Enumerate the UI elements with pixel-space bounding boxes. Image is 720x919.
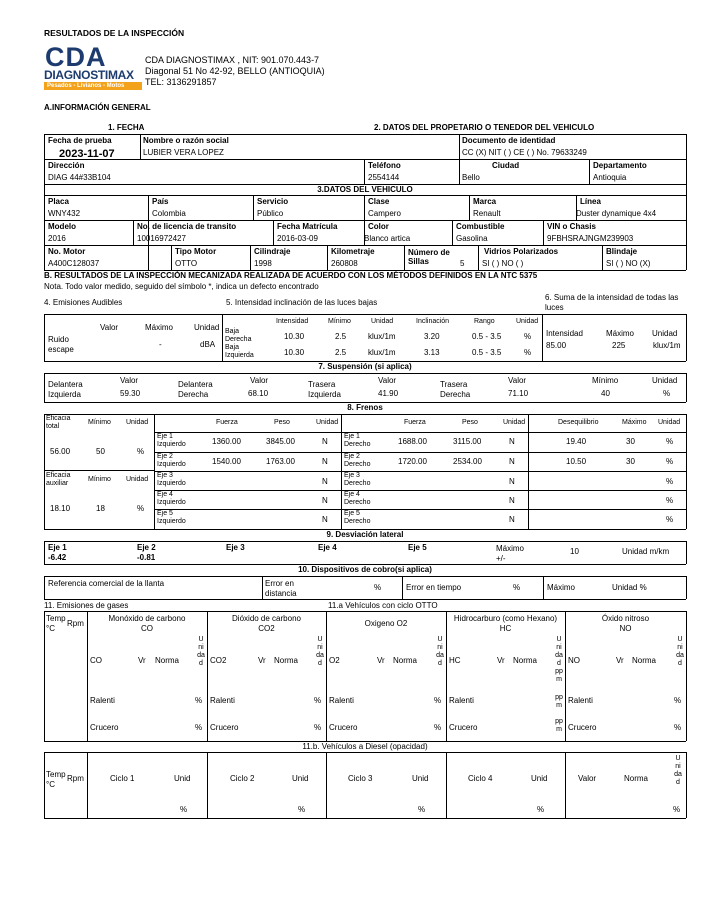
clase-label: Clase <box>368 197 390 206</box>
baja-izquierda-rango: 0.5 - 3.5 <box>472 348 502 357</box>
freno-der-2-lado: Derecho <box>344 461 371 468</box>
motor-value: A400C128037 <box>48 259 100 268</box>
suspension-unidad-value: % <box>663 389 671 398</box>
freno-der-2-eje: Eje 2 <box>344 453 360 460</box>
freno-der-5-unidad: N <box>509 515 515 524</box>
hc-ralenti-label: Ralenti <box>449 696 474 705</box>
diesel-ciclo3-header: Ciclo 3 <box>348 774 373 783</box>
co-vr-header: Vr <box>138 656 146 665</box>
desviacion-title: 9. Desviación lateral <box>326 530 404 539</box>
freno-izq-1-fuerza: 1360.00 <box>212 437 241 446</box>
o2-ralenti-label: Ralenti <box>329 696 354 705</box>
freno-der-1-fuerza: 1688.00 <box>398 437 427 446</box>
baja-izquierda-minimo: 2.5 <box>335 348 347 357</box>
freno-izq-2-fuerza: 1540.00 <box>212 457 241 466</box>
ciudad-value: Bello <box>462 173 480 182</box>
freno-izq-2-eje: Eje 2 <box>157 453 173 460</box>
hc-row-label: HC <box>449 656 461 665</box>
no-row-label: NO <box>568 656 580 665</box>
no-vr-header: Vr <box>616 656 624 665</box>
sillas-label: Número de Sillas <box>408 248 450 266</box>
trasera-izquierda-value: 41.90 <box>378 389 399 398</box>
direccion-label: Dirección <box>48 161 85 170</box>
co-crucero-label: Crucero <box>90 723 119 732</box>
cobro-unidad-label: Unidad % <box>612 583 647 592</box>
eficacia-total-value: 56.00 <box>50 447 71 456</box>
company-logo <box>44 44 144 96</box>
delantera-izquierda-valor-header: Valor <box>120 376 139 385</box>
freno-der-2-desequilibrio: 10.50 <box>566 457 587 466</box>
frenos-title: 8. Frenos <box>347 403 383 412</box>
freno-der-1-pct: % <box>666 437 674 446</box>
ciudad-label: Ciudad <box>492 161 520 170</box>
ruido-escape-label: Ruido escape <box>48 335 74 354</box>
suma-maximo-header: Máximo <box>606 329 635 338</box>
hc-crucero-unit: ppm <box>555 718 563 733</box>
freno-der-2-peso: 2534.00 <box>453 457 482 466</box>
freno-izq-4-lado: Izquierdo <box>157 499 186 506</box>
cilindraje-value: 1998 <box>254 259 272 268</box>
diesel-title: 11.b. Vehículos a Diesel (opacidad) <box>302 742 428 751</box>
cobro-error-distancia-label: Error en distancia <box>265 579 297 598</box>
trasera-izquierda-label: Trasera Izquierda <box>308 380 341 399</box>
suspension-title: 7. Suspensión (si aplica) <box>318 362 412 371</box>
desviacion-maximo-value: 10 <box>570 547 579 556</box>
co2-ralenti-unit: % <box>314 696 322 705</box>
logo-tagline: Pesados - Livianos - Motos <box>47 83 125 89</box>
desviacion-eje1-label: Eje 1 <box>48 543 67 552</box>
suma-intensidad-header: Intensidad <box>546 329 583 338</box>
freno-der-1-eje: Eje 1 <box>344 433 360 440</box>
fecha-label: Fecha de prueba <box>48 136 112 145</box>
freno-izq-1-peso: 3845.00 <box>266 437 295 446</box>
cobro-tiempo-pct: % <box>513 583 521 592</box>
no-crucero-unit: % <box>674 723 682 732</box>
blindaje-value: SI ( ) NO (X) <box>606 259 651 268</box>
blindaje-label: Blindaje <box>606 247 638 256</box>
diesel-ciclo3-pct: % <box>418 805 426 814</box>
luces-inclinacion-header: Inclinación <box>416 318 450 325</box>
freno-izq-1-eje: Eje 1 <box>157 433 173 440</box>
freno-izq-2-lado: Izquierdo <box>157 461 186 468</box>
desviacion-eje2-label: Eje 2 <box>137 543 156 552</box>
intensidad-luces-title: 5. Intensidad inclinación de las luces bajas <box>226 298 378 307</box>
hc-crucero-label: Crucero <box>449 723 478 732</box>
logo-brand-text: DIAGNOSTIMAX <box>44 68 134 82</box>
baja-izquierda-inclinacion: 3.13 <box>424 348 440 357</box>
otto-title: 11.a Vehículos con ciclo OTTO <box>328 601 438 610</box>
desviacion-eje3-label: Eje 3 <box>226 543 245 552</box>
cilindraje-label: Cilindraje <box>254 247 291 256</box>
freno-der-4-unidad: N <box>509 496 515 505</box>
baja-derecha-unidad2: % <box>524 332 532 341</box>
suspension-minimo-value: 40 <box>601 389 610 398</box>
co2-norma-header: Norma <box>274 656 299 665</box>
otto-rpm-label: Rpm <box>67 619 84 628</box>
otto-temp-label: Temp °C <box>46 614 66 633</box>
luces-unidad2-header: Unidad <box>516 318 539 325</box>
o2-vr-header: Vr <box>377 656 385 665</box>
freno-der-5-lado: Derecho <box>344 518 371 525</box>
freno-der-1-desequilibrio: 19.40 <box>566 437 587 446</box>
diesel-ciclo1-pct: % <box>180 805 188 814</box>
desviacion-unidad: Unidad m/km <box>622 547 670 556</box>
trasera-derecha-valor-header: Valor <box>508 376 527 385</box>
section-b-title: B. RESULTADOS DE LA INSPECCIÓN MECANIZADA REALIZADA DE ACUERDO CON LOS MÉTODOS DEFINIDOS EN LA NTC 5375 <box>44 271 538 280</box>
co-row-label: CO <box>90 656 102 665</box>
eficacia-auxiliar-minimo: 18 <box>96 504 105 513</box>
freno-der-5-pct: % <box>666 515 674 524</box>
co2-code: CO2 <box>258 624 275 633</box>
telefono-value: 2554144 <box>368 173 400 182</box>
freno-der-1-unidad: N <box>509 437 515 446</box>
vin-value: 9FBHSRAJNGM239903 <box>547 234 634 243</box>
co-ralenti-label: Ralenti <box>90 696 115 705</box>
diesel-ciclo2-header: Ciclo 2 <box>230 774 255 783</box>
baja-izquierda-unidad2: % <box>524 348 532 357</box>
baja-derecha-intensidad: 10.30 <box>284 332 305 341</box>
luces-minimo-header: Mínimo <box>328 318 351 325</box>
diesel-ciclo2-unid: Unid <box>292 774 309 783</box>
freno-izq-5-unidad: N <box>322 515 328 524</box>
o2-ralenti-unit: % <box>434 696 442 705</box>
o2-crucero-unit: % <box>434 723 442 732</box>
owner-title: 2. DATOS DEL PROPETARIO O TENEDOR DEL VEHICULO <box>374 123 595 132</box>
freno-der-2-unidad: N <box>509 457 515 466</box>
nombre-label: Nombre o razón social <box>143 136 229 145</box>
no-code: NO <box>619 624 632 633</box>
freno-der-3-pct: % <box>666 477 674 486</box>
no-crucero-label: Crucero <box>568 723 597 732</box>
cobro-distancia-pct: % <box>374 583 382 592</box>
servicio-label: Servicio <box>257 197 289 206</box>
vin-label: VIN o Chasis <box>547 222 596 231</box>
trasera-izquierda-valor-header: Valor <box>378 376 397 385</box>
o2-norma-header: Norma <box>393 656 418 665</box>
suma-maximo-value: 225 <box>612 341 626 350</box>
co-unidad-header: Unidad <box>197 636 205 667</box>
luces-rango-header: Rango <box>474 318 495 325</box>
hc-name: Hidrocarburo (como Hexano) <box>453 614 558 623</box>
section-b-note: Nota. Todo valor medido, seguido del símbolo *, indica un defecto encontrado <box>44 282 319 291</box>
documento-value: CC (X) NIT ( ) CE ( ) No. 79633249 <box>462 148 587 157</box>
frenos-der-unidad-header: Unidad <box>503 419 526 426</box>
fecha-matricula-label: Fecha Matrícula <box>277 222 338 231</box>
ruido-unidad: dBA <box>200 340 216 349</box>
licencia-value: 10016972427 <box>137 234 186 243</box>
baja-derecha-minimo: 2.5 <box>335 332 347 341</box>
suma-unidad-header: Unidad <box>652 329 678 338</box>
co2-name: Dióxido de carbono <box>232 614 301 623</box>
frenos-desequilibrio-header: Desequilibrio <box>558 419 599 426</box>
section-a-title: A.INFORMACIÓN GENERAL <box>44 103 151 112</box>
diesel-ciclo1-unid: Unid <box>174 774 191 783</box>
hc-ralenti-unit: ppm <box>555 694 563 709</box>
trasera-derecha-label: Trasera Derecha <box>440 380 471 399</box>
diesel-ciclo3-unid: Unid <box>412 774 429 783</box>
cobro-referencia-label: Referencia comercial de la llanta <box>48 579 165 588</box>
freno-der-1-lado: Derecho <box>344 441 371 448</box>
eficacia-auxiliar-value: 18.10 <box>50 504 71 513</box>
diesel-ciclo4-header: Ciclo 4 <box>468 774 493 783</box>
logo-cda-text: CDA <box>45 42 107 72</box>
linea-label: Línea <box>580 197 601 206</box>
delantera-izquierda-label: Delantera Izquierda <box>48 380 83 399</box>
freno-izq-5-eje: Eje 5 <box>157 510 173 517</box>
hc-unidad-header: Unidad ppm <box>555 636 563 683</box>
hc-code: HC <box>499 624 512 633</box>
no-ralenti-unit: % <box>674 696 682 705</box>
trasera-derecha-value: 71.10 <box>508 389 529 398</box>
no-ralenti-label: Ralenti <box>568 696 593 705</box>
color-label: Color <box>368 222 389 231</box>
o2-unidad-header: Unidad <box>436 636 444 667</box>
servicio-value: Público <box>257 209 284 218</box>
desviacion-maximo-label: Máximo +/- <box>496 544 525 563</box>
freno-der-1-maximo: 30 <box>626 437 635 446</box>
emisiones-audibles-title: 4. Emisiones Audibles <box>44 298 123 307</box>
nombre-value: LUBIER VERA LOPEZ <box>143 148 224 157</box>
kilometraje-label: Kilometraje <box>331 247 375 256</box>
cobro-error-tiempo-label: Error en tiempo <box>406 583 462 592</box>
freno-der-1-peso: 3115.00 <box>453 437 482 446</box>
ruido-maximo: - <box>159 340 162 349</box>
fecha-title: 1. FECHA <box>108 123 145 132</box>
no-name: Óxido nitroso <box>601 614 650 623</box>
document-title: RESULTADOS DE LA INSPECCIÓN <box>44 28 185 38</box>
eficacia-total-minimo-header: Mínimo <box>88 419 111 426</box>
baja-izquierda-intensidad: 10.30 <box>284 348 305 357</box>
pais-label: País <box>152 197 169 206</box>
color-value: Blanco artica <box>364 234 411 243</box>
co2-row-label: CO2 <box>210 656 227 665</box>
modelo-label: Modelo <box>48 222 76 231</box>
co-ralenti-unit: % <box>195 696 203 705</box>
pais-value: Colombia <box>152 209 186 218</box>
suspension-unidad-header: Unidad <box>652 376 678 385</box>
delantera-derecha-valor-header: Valor <box>250 376 269 385</box>
hc-vr-header: Vr <box>497 656 505 665</box>
cobro-title: 10. Dispositivos de cobro(si aplica) <box>298 565 432 574</box>
co-code: CO <box>141 624 153 633</box>
co2-vr-header: Vr <box>258 656 266 665</box>
eficacia-auxiliar-unidad: % <box>137 504 145 513</box>
freno-der-2-fuerza: 1720.00 <box>398 457 427 466</box>
freno-der-3-eje: Eje 3 <box>344 472 360 479</box>
suma-intensidad-title: 6. Suma de la intensidad de todas las luces <box>545 293 679 312</box>
o2-crucero-label: Crucero <box>329 723 358 732</box>
baja-derecha-rango: 0.5 - 3.5 <box>472 332 502 341</box>
diesel-valor-header: Valor <box>578 774 597 783</box>
company-phone: TEL: 3136291857 <box>145 77 217 87</box>
luces-intensidad-header: Intensidad <box>276 318 309 325</box>
no-norma-header: Norma <box>632 656 657 665</box>
freno-izq-3-unidad: N <box>322 477 328 486</box>
hc-norma-header: Norma <box>513 656 538 665</box>
freno-izq-2-peso: 1763.00 <box>266 457 295 466</box>
frenos-izq-fuerza-header: Fuerza <box>216 419 238 426</box>
freno-izq-1-unidad: N <box>322 437 328 446</box>
frenos-der-fuerza-header: Fuerza <box>404 419 426 426</box>
diesel-ciclo4-pct: % <box>537 805 545 814</box>
direccion-value: DIAG 44#33B104 <box>48 173 111 182</box>
freno-der-2-pct: % <box>666 457 674 466</box>
frenos-der-peso-header: Peso <box>462 419 478 426</box>
linea-value: Duster dynamique 4x4 <box>576 209 657 218</box>
baja-izquierda-unidad: klux/1m <box>368 348 396 357</box>
ruido-unidad-header: Unidad <box>194 323 220 332</box>
clase-value: Campero <box>368 209 401 218</box>
freno-izq-4-eje: Eje 4 <box>157 491 173 498</box>
no-unidad-header: Unidad <box>676 636 684 667</box>
co2-crucero-label: Crucero <box>210 723 239 732</box>
licencia-label: No. de licencia de transito <box>137 222 237 231</box>
tipo-motor-value: OTTO <box>175 259 198 268</box>
delantera-derecha-label: Delantera Derecha <box>178 380 213 399</box>
documento-label: Documento de identidad <box>462 136 556 145</box>
eficacia-auxiliar-minimo-header: Mínimo <box>88 476 111 483</box>
freno-der-2-maximo: 30 <box>626 457 635 466</box>
ruido-valor-header: Valor <box>100 323 119 332</box>
baja-derecha-label: Baja Derecha <box>225 328 252 343</box>
eficacia-total-unidad: % <box>137 447 145 456</box>
diesel-ciclo4-unid: Unid <box>531 774 548 783</box>
diesel-unidad-header: Unidad <box>674 755 682 786</box>
vidrios-value: SI ( ) NO ( ) <box>482 259 524 268</box>
freno-der-3-unidad: N <box>509 477 515 486</box>
co-norma-header: Norma <box>155 656 180 665</box>
freno-der-3-lado: Derecho <box>344 480 371 487</box>
baja-derecha-unidad: klux/1m <box>368 332 396 341</box>
eficacia-auxiliar-label: Eficacia auxiliar <box>46 472 71 487</box>
diesel-unidad-pct: % <box>673 805 681 814</box>
co-crucero-unit: % <box>195 723 203 732</box>
suma-unidad-value: klux/1m <box>653 341 681 350</box>
eficacia-total-unidad-header: Unidad <box>126 419 149 426</box>
suma-intensidad-value: 85.00 <box>546 341 567 350</box>
combustible-label: Combustible <box>456 222 505 231</box>
frenos-izq-peso-header: Peso <box>274 419 290 426</box>
frenos-izq-unidad-header: Unidad <box>316 419 339 426</box>
tipo-motor-label: Tipo Motor <box>175 247 217 256</box>
frenos-maximo-header: Máximo <box>622 419 647 426</box>
cobro-maximo-label: Máximo <box>547 583 576 592</box>
diesel-rpm-label: Rpm <box>67 774 84 783</box>
co2-unidad-header: Unidad <box>316 636 324 667</box>
company-address: Diagonal 51 No 42-92, BELLO (ANTIOQUIA) <box>145 66 325 76</box>
baja-izquierda-label: Baja Izquierda <box>225 344 254 359</box>
o2-name: Oxigeno O2 <box>364 619 408 628</box>
placa-label: Placa <box>48 197 69 206</box>
placa-value: WNY432 <box>48 209 81 218</box>
vehiculo-title: 3.DATOS DEL VEHICULO <box>317 185 413 194</box>
delantera-derecha-value: 68.10 <box>248 389 269 398</box>
freno-der-4-pct: % <box>666 496 674 505</box>
luces-unidad-header: Unidad <box>371 318 394 325</box>
desviacion-eje2-value: -0.81 <box>137 553 156 562</box>
marca-value: Renault <box>473 209 501 218</box>
freno-der-4-eje: Eje 4 <box>344 491 360 498</box>
freno-der-4-lado: Derecho <box>344 499 371 506</box>
freno-izq-4-unidad: N <box>322 496 328 505</box>
modelo-value: 2016 <box>48 234 66 243</box>
sillas-value: 5 <box>460 259 465 268</box>
freno-der-5-eje: Eje 5 <box>344 510 360 517</box>
company-name: CDA DIAGNOSTIMAX , NIT: 901.070.443-7 <box>145 55 320 65</box>
diesel-temp-label: Temp °C <box>46 770 66 789</box>
emisiones-gases-title: 11. Emisiones de gases <box>44 601 129 610</box>
suspension-minimo-header: Mínimo <box>592 376 619 385</box>
freno-izq-3-eje: Eje 3 <box>157 472 173 479</box>
fecha-value: 2023-11-07 <box>59 148 115 160</box>
diesel-ciclo2-pct: % <box>298 805 306 814</box>
combustible-value: Gasolina <box>456 234 488 243</box>
departamento-label: Departamento <box>593 161 647 170</box>
co2-ralenti-label: Ralenti <box>210 696 235 705</box>
baja-derecha-inclinacion: 3.20 <box>424 332 440 341</box>
freno-izq-2-unidad: N <box>322 457 328 466</box>
diesel-norma-header: Norma <box>624 774 649 783</box>
marca-label: Marca <box>473 197 497 206</box>
delantera-izquierda-value: 59.30 <box>120 389 141 398</box>
eficacia-total-minimo: 50 <box>96 447 105 456</box>
eficacia-auxiliar-unidad-header: Unidad <box>126 476 149 483</box>
ruido-maximo-header: Máximo <box>145 323 174 332</box>
vidrios-label: Vidrios Polarizados <box>484 247 559 256</box>
freno-izq-3-lado: Izquierdo <box>157 480 186 487</box>
departamento-value: Antioquia <box>593 173 627 182</box>
desviacion-eje5-label: Eje 5 <box>408 543 427 552</box>
desviacion-eje1-value: -6.42 <box>48 553 67 562</box>
frenos-unidad-header: Unidad <box>658 419 681 426</box>
co2-crucero-unit: % <box>314 723 322 732</box>
desviacion-eje4-label: Eje 4 <box>318 543 337 552</box>
kilometraje-value: 260808 <box>331 259 358 268</box>
co-name: Monóxido de carbono <box>108 614 186 623</box>
diesel-ciclo1-header: Ciclo 1 <box>110 774 135 783</box>
telefono-label: Teléfono <box>368 161 401 170</box>
eficacia-total-label: Eficacia total <box>46 415 71 430</box>
freno-izq-1-lado: Izquierdo <box>157 441 186 448</box>
freno-izq-5-lado: Izquierdo <box>157 518 186 525</box>
o2-row-label: O2 <box>329 656 340 665</box>
fecha-matricula-value: 2016-03-09 <box>277 234 318 243</box>
motor-label: No. Motor <box>48 247 86 256</box>
